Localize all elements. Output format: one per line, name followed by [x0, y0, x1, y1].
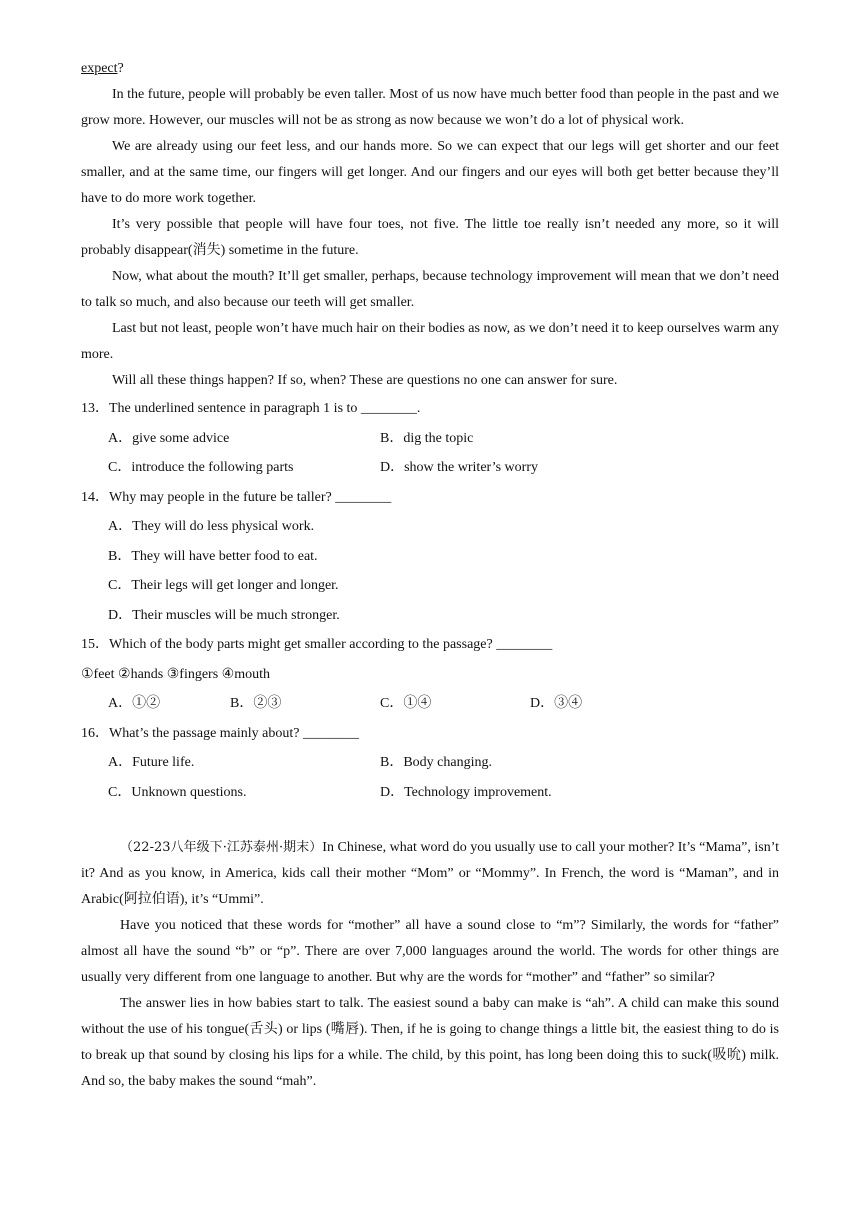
passage2-paragraph: The answer lies in how babies start to talk. The easiest sound a baby can make is “ah”. A child can make this sound without the use of his tongue(舌头) or lips (嘴唇). Then, if he is going to change things a little bit, the easiest thing to do is to break up that sound by closing his lips for a while. The child, by this point, has long been doing this to suck(吸吮) milk. And so, the baby makes the sound “mah”. [81, 996, 779, 1089]
passage1-paragraph: Will all these things happen? If so, when? These are questions no one can answer for sure. [112, 373, 618, 388]
option-b: B．dig the topic [380, 430, 474, 446]
source-label: （22-23八年级下·江苏泰州·期末） [120, 840, 323, 855]
option-c: C．①④ [380, 696, 432, 711]
passage2-paragraph: Have you noticed that these words for “mother” all have a sound close to “m”? Similarly, the words for “father” almost all have the sound “b” or “p”. There are over 7,000 languages around the world. The words for other things are usually very different from one language to another. But why are the words for “mother” and “father” so similar? [81, 918, 779, 985]
option-c: C．Unknown questions. [108, 784, 247, 800]
option-a: A．Future life. [108, 755, 195, 770]
question-15-stem: 15．Which of the body parts might get smaller according to the passage? ________ [81, 637, 553, 652]
document-page [81, 56, 779, 1095]
question-13-stem: 13．The underlined sentence in paragraph 1 is to ________. [81, 401, 421, 416]
option-b: B．They will have better food to eat. [108, 548, 318, 564]
option-a: A．give some advice [108, 430, 230, 446]
passage1-paragraph: It’s very possible that people will have four toes, not five. The little toe really isn’t needed any more, so it will probably disappear(消失) sometime in the future. [81, 217, 779, 258]
passage1-paragraph: We are already using our feet less, and our hands more. So we can expect that our legs will get shorter and our feet smaller, and at the same time, our fingers will get longer. And our fingers and our eyes will both get better because they’ll have to do more work together. [81, 139, 779, 206]
question-13-options-row2 [81, 453, 779, 483]
passage2-paragraph: （22-23八年级下·江苏泰州·期末）In Chinese, what word do you usually use to call your mother? It’s “Mama”, isn’t it? And as you know, in America, kids call their mother “Mom” or “Mommy”. In French, the word is “Maman”, and in Arabic(阿拉伯语), it’s “Ummi”. [81, 840, 780, 907]
question-14-stem: 14．Why may people in the future be taller? ________ [81, 489, 392, 505]
option-b: B．②③ [230, 696, 282, 711]
option-a: A．①② [108, 696, 161, 711]
option-a: A．They will do less physical work. [108, 519, 315, 534]
underlined-word: expect [81, 61, 118, 76]
question-16-options-row2 [81, 778, 779, 808]
option-d: D．③④ [530, 696, 583, 711]
question-16-options-row1 [81, 748, 779, 778]
option-c: C．Their legs will get longer and longer. [108, 578, 339, 593]
passage1-paragraph: In the future, people will probably be even taller. Most of us now have much better food than people in the past and we grow more. However, our muscles will not be as strong as now because we won’t do a lot of physical work. [81, 87, 779, 128]
option-d: D．Technology improvement. [380, 784, 552, 800]
question-15-options [81, 689, 779, 719]
question-16-stem: 16．What’s the passage mainly about? ________ [81, 725, 359, 741]
question-15-items: ①feet ②hands ③fingers ④mouth [81, 666, 270, 682]
question-13-options-row1 [81, 424, 779, 454]
passage1-paragraph: Last but not least, people won’t have much hair on their bodies as now, as we don’t need it to keep ourselves warm any more. [81, 321, 779, 362]
option-c: C．introduce the following parts [108, 460, 294, 475]
passage1-fragment: expect? [81, 61, 124, 76]
section-gap [81, 807, 779, 835]
option-d: D．Their muscles will be much stronger. [108, 607, 340, 623]
option-d: D．show the writer’s worry [380, 460, 538, 475]
passage1-paragraph: Now, what about the mouth? It’ll get smaller, perhaps, because technology improvement will mean that we don’t need to talk so much, and also because our teeth will get smaller. [81, 269, 779, 310]
option-b: B．Body changing. [380, 755, 492, 770]
